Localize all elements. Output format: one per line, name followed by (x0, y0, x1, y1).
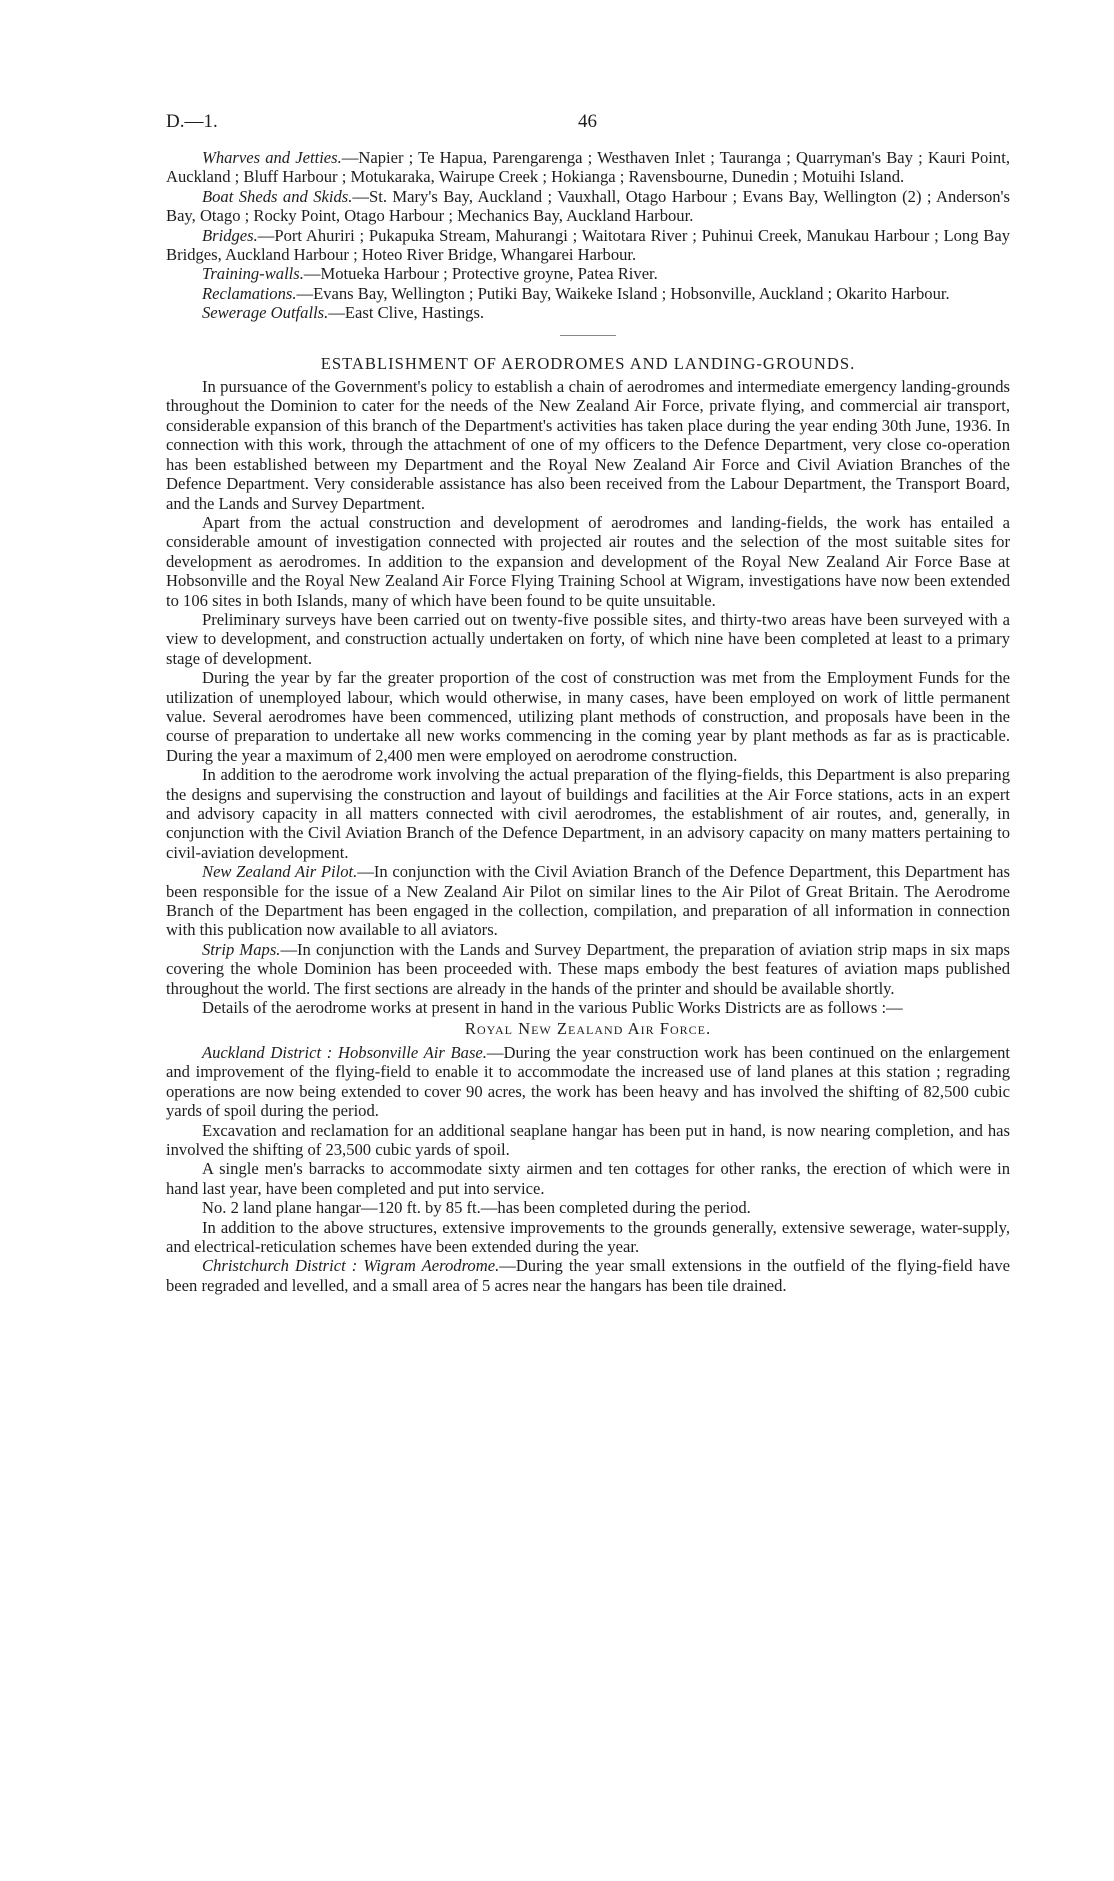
page-body (166, 148, 1010, 1295)
paragraph: In pursuance of the Government's policy to establish a chain of aerodromes and intermediate emergency landing-grounds throughout the Dominion to cater for the needs of the New Zealand Air Force, private flying, and commercial air transport, considerable expansion of this branch of the Department's activities has taken place during the year ending 30th June, 1936. In connection with this work, through the attachment of one of my officers to the Defence Department, very close co-operation has been established between my Department and the Royal New Zealand Air Force and Civil Aviation Branches of the Defence Department. Very considerable assistance has also been received from the Labour Department, the Transport Board, and the Lands and Survey Department. (166, 377, 1010, 513)
paragraph: In addition to the above structures, extensive improvements to the grounds generally, extensive sewerage, water-supply, and electrical-reticulation schemes have been extended during the year. (166, 1217, 1010, 1256)
subsection-title: Royal New Zealand Air Force. (464, 1019, 712, 1039)
works-wharves: Wharves and Jetties.—Napier ; Te Hapua, Parengarenga ; Westhaven Inlet ; Tauranga ; Quarryman's Bay ; Kauri Point, Auckland ; Bluff Harbour ; Motukaraka, Wairupe Creek ; Hokianga ; Ravensbourne, Dunedin ; Motuihi Island. (166, 148, 1010, 187)
paragraph: Preliminary surveys have been carried out on twenty-five possible sites, and thirty-two areas have been surveyed with a view to development, and construction actually undertaken on forty, of which nine have been completed at least to a primary stage of development. (166, 609, 1010, 668)
works-sewerage: Sewerage Outfalls.—East Clive, Hastings. (202, 303, 485, 323)
paragraph: A single men's barracks to accommodate sixty airmen and ten cottages for other ranks, the erection of which were in hand last year, have been completed and put into service. (166, 1159, 1010, 1198)
air-pilot-paragraph: New Zealand Air Pilot.—In conjunction with the Civil Aviation Branch of the Defence Department, this Department has been responsible for the issue of a New Zealand Air Pilot on similar lines to the Air Pilot of Great Britain. The Aerodrome Branch of the Department has been engaged in the collection, compilation, and preparation of all information in connection with this publication now available to all aviators. (166, 862, 1010, 940)
strip-maps-paragraph: Strip Maps.—In conjunction with the Lands and Survey Department, the preparation of aviation strip maps in six maps covering the whole Dominion has been proceeded with. These maps embody the best features of aviation maps published throughout the world. The first sections are already in the hands of the printer and should be available shortly. (166, 939, 1010, 998)
works-reclamations: Reclamations.—Evans Bay, Wellington ; Putiki Bay, Waikeke Island ; Hobsonville, Auckland ; Okarito Harbour. (202, 283, 950, 303)
works-boat-sheds: Boat Sheds and Skids.—St. Mary's Bay, Auckland ; Vauxhall, Otago Harbour ; Evans Bay, Wellington (2) ; Anderson's Bay, Otago ; Rocky Point, Otago Harbour ; Mechanics Bay, Auckland Harbour. (166, 186, 1010, 226)
works-bridges: Bridges.—Port Ahuriri ; Pukapuka Stream, Mahurangi ; Waitotara River ; Puhinui Creek, Manukau Harbour ; Long Bay Bridges, Auckland Harbour ; Hoteo River Bridge, Whangarei Harbour. (166, 225, 1010, 265)
paragraph: Apart from the actual construction and development of aerodromes and landing-fields, the work has entailed a considerable amount of investigation connected with projected air routes and the selection of the most suitable sites for development as aerodromes. In addition to the expansion and development of the Royal New Zealand Air Force Base at Hobsonville and the Royal New Zealand Air Force Flying Training School at Wigram, investigations have now been extended to 106 sites in both Islands, many of which have been found to be quite unsuitable. (166, 512, 1010, 610)
section-divider (560, 335, 616, 336)
paragraph: In addition to the aerodrome work involving the actual preparation of the flying-fields, this Department is also preparing the designs and supervising the construction and layout of buildings and facilities at the Air Force stations, acts in an expert and advisory capacity in all matters connected with civil aerodromes, the establishment of air routes, and, generally, in conjunction with the Civil Aviation Branch of the Defence Department, in an advisory capacity on many matters pertaining to civil-aviation development. (166, 765, 1010, 862)
works-training-walls: Training-walls.—Motueka Harbour ; Protective groyne, Patea River. (202, 264, 658, 284)
auckland-paragraph: Auckland District : Hobsonville Air Base.—During the year construction work has been continued on the enlargement and improvement of the flying-field to enable it to accommodate the increased use of land planes at this station ; regrading operations are now being extended to cover 90 acres, the work has been heavy and has involved the shifting of 82,500 cubic yards of spoil during the period. (166, 1042, 1010, 1121)
paragraph: Excavation and reclamation for an additional seaplane hangar has been put in hand, is now nearing completion, and has involved the shifting of 23,500 cubic yards of spoil. (166, 1120, 1010, 1159)
paragraph: No. 2 land plane hangar—120 ft. by 85 ft.—has been completed during the period. (202, 1198, 751, 1218)
christchurch-paragraph: Christchurch District : Wigram Aerodrome.—During the year small extensions in the outfield of the flying-field have been regraded and levelled, and a small area of 5 acres near the hangars has been tile drained. (166, 1256, 1010, 1295)
page-number: 46 (578, 111, 597, 132)
paragraph: During the year by far the greater proportion of the cost of construction was met from the Employment Funds for the utilization of unemployed labour, which would otherwise, in many cases, have been employed on work of little permanent value. Several aerodromes have been commenced, utilizing plant methods of construction, and proposals have been in the course of preparation to undertake all new works commencing in the coming year by plant methods as far as is practicable. During the year a maximum of 2,400 men were employed on aerodrome construction. (166, 668, 1010, 765)
section-title: ESTABLISHMENT OF AERODROMES AND LANDING-GROUNDS. (320, 353, 856, 373)
details-intro: Details of the aerodrome works at present in hand in the various Public Works Districts are as follows :— (202, 998, 903, 1018)
document-reference: D.—1. (166, 111, 218, 132)
